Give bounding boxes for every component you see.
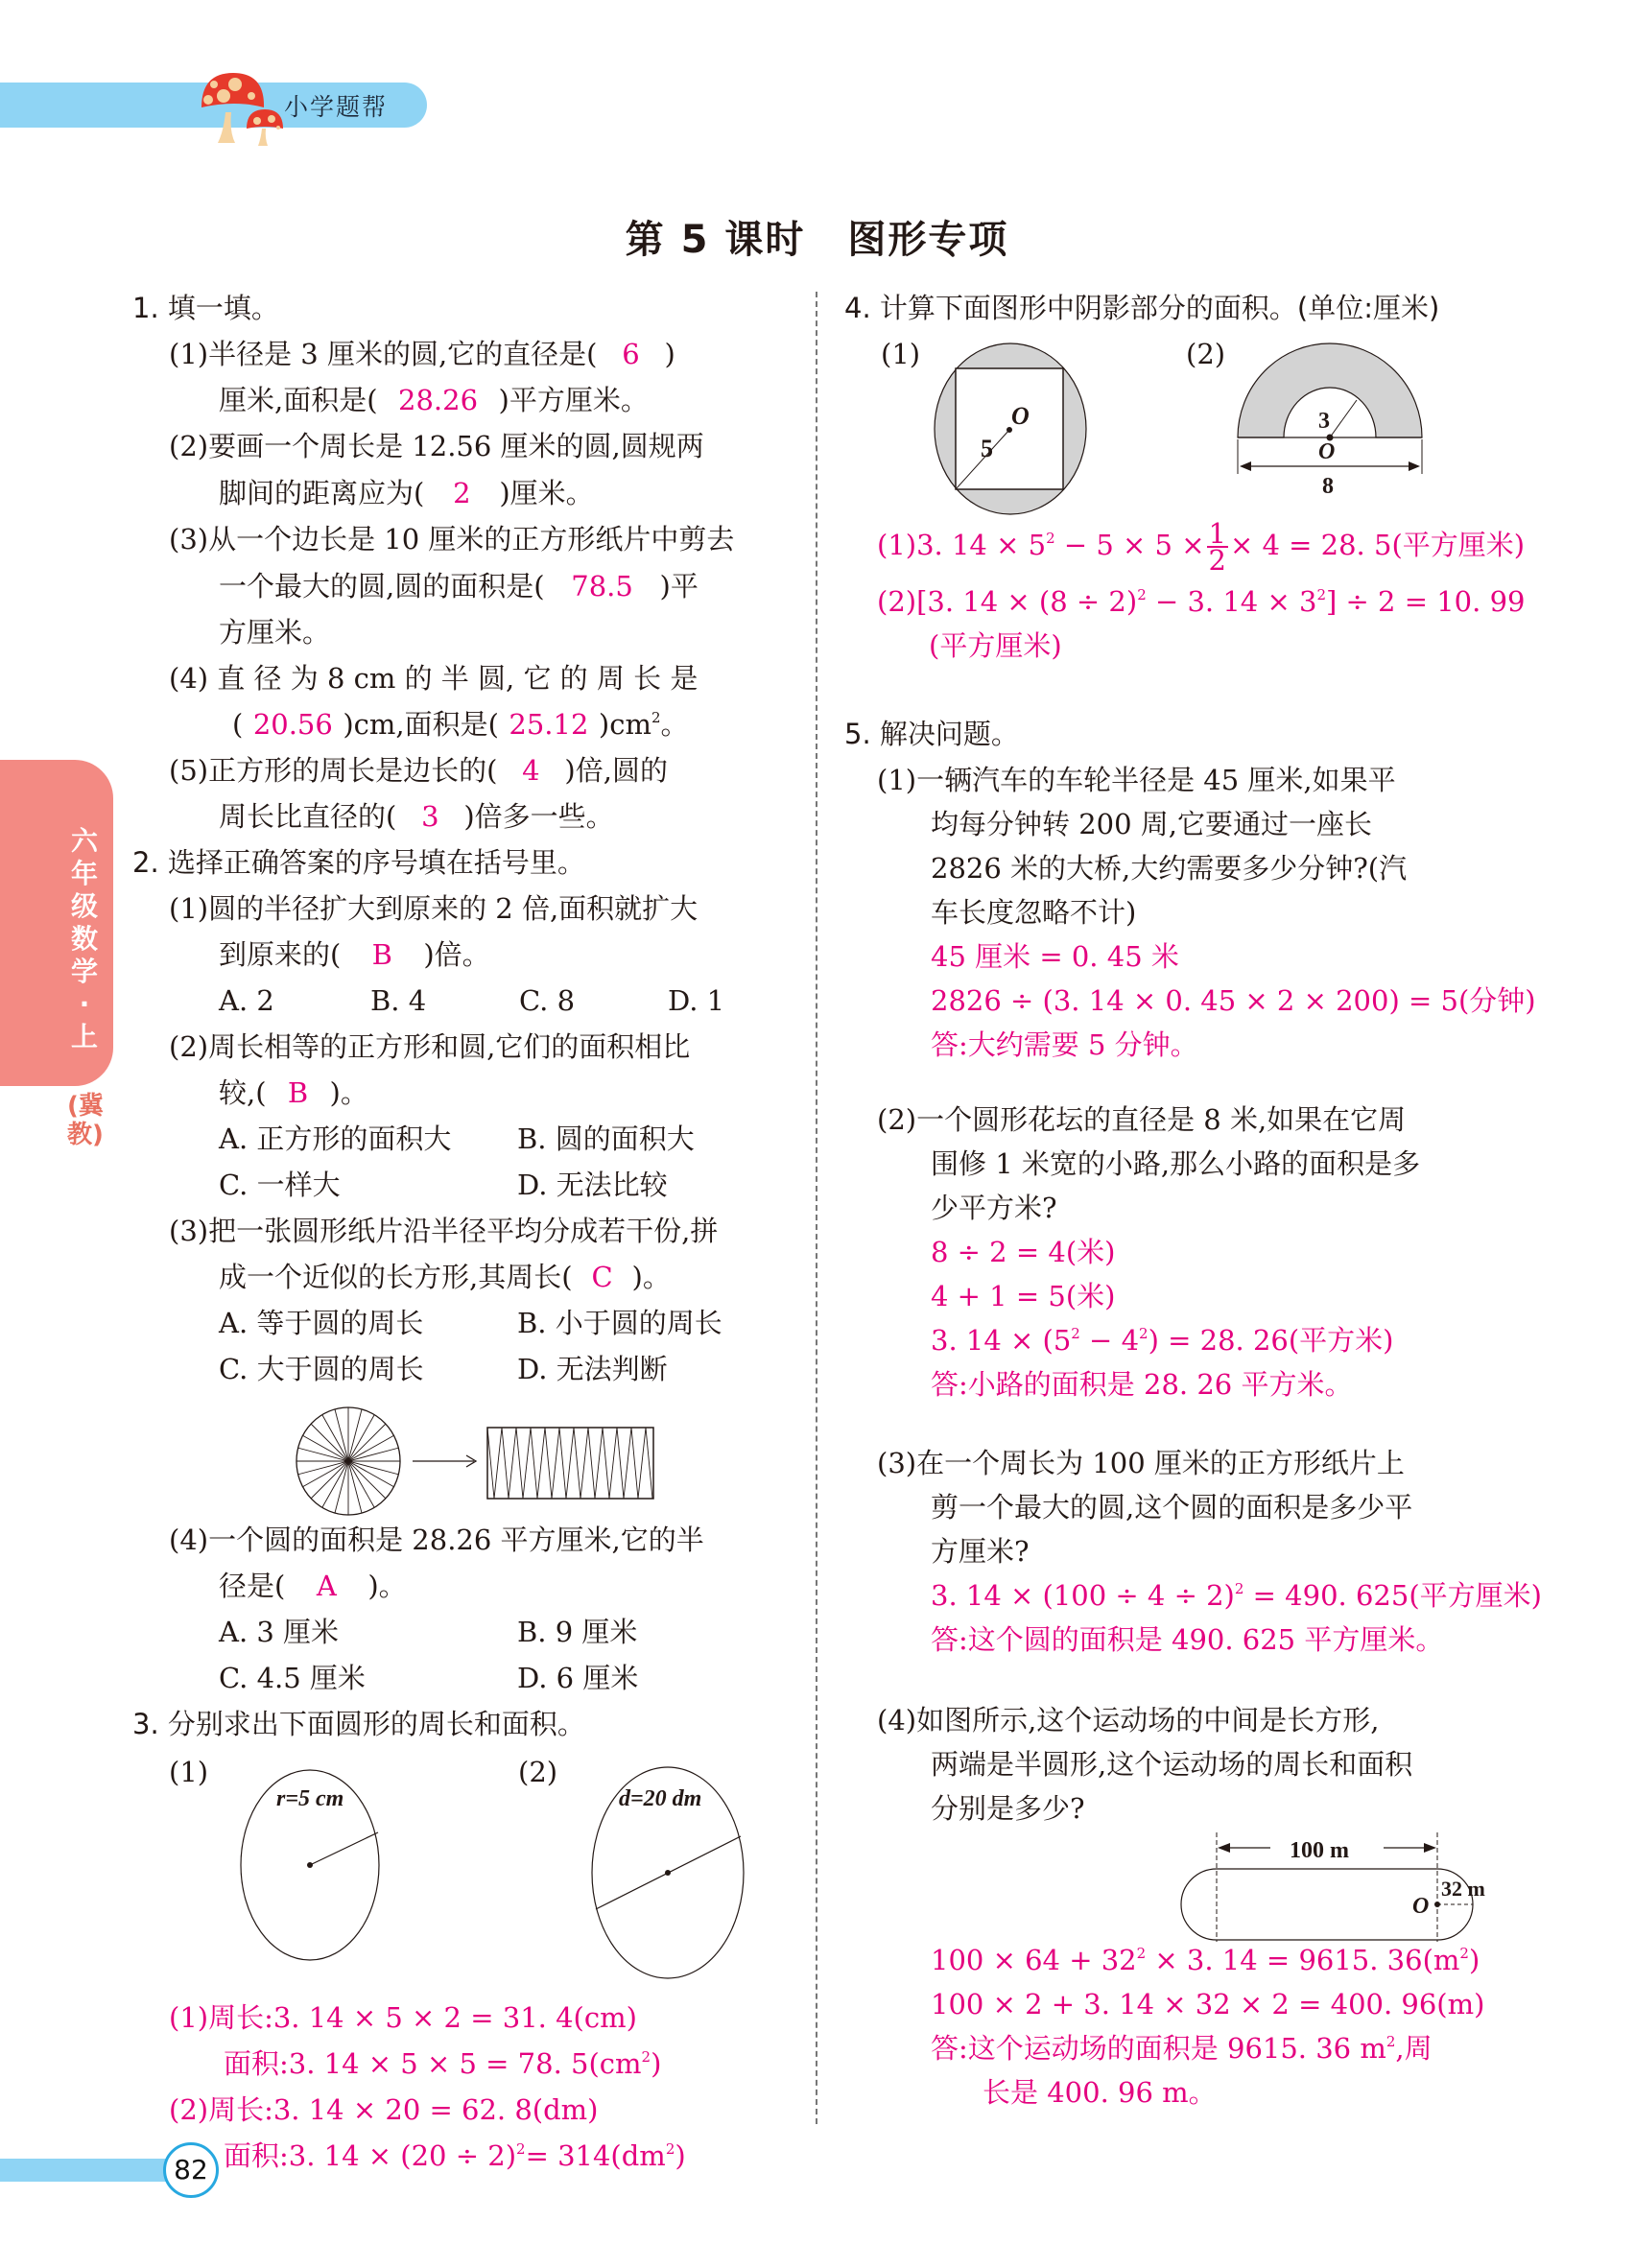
q1-item3-line1: (3)从一个边长是 10 厘米的正方形纸片中剪去 — [169, 523, 735, 555]
q5-p3-line1: (3)在一个周长为 100 厘米的正方形纸片上 — [877, 1447, 1405, 1479]
q1-item5-line1: (5)正方形的周长是边长的( 4 )倍,圆的 — [169, 754, 668, 787]
answer-blank: 4 — [522, 754, 540, 787]
q5-p3-answer2: 答:这个圆的面积是 490. 625 平方厘米。 — [931, 1623, 1444, 1656]
q5-p2-answer2: 4 + 1 = 5(米) — [931, 1280, 1116, 1312]
book-label: 六年级数学·上 — [70, 825, 98, 1052]
page-title — [0, 209, 1634, 264]
q2-item4-options-row2 — [219, 1662, 638, 1694]
svg-text:100 m: 100 m — [1290, 1838, 1349, 1863]
q2-item3-line1: (3)把一张圆形纸片沿半径平均分成若干份,拼 — [169, 1215, 719, 1247]
q2-item1-line2: 到原来的( B )倍。 — [219, 938, 490, 971]
svg-text:O: O — [1318, 439, 1336, 464]
q2-item2-options-row1 — [219, 1122, 695, 1155]
q5-p3-answer1: 3. $14 \times (100 \div 4 \div 2)^2 = 490$. 625(平方厘米) — [931, 1579, 1542, 1612]
option-d: D. 6 厘米 — [517, 1662, 639, 1694]
svg-text:5: 5 — [981, 435, 993, 462]
option-c: C. 大于圆的周长 — [219, 1353, 424, 1385]
q5-p1-answer1: 45 厘米 = 0. 45 米 — [931, 940, 1179, 973]
q4-fig1-label: (1) — [881, 338, 921, 370]
column-divider — [816, 292, 817, 2124]
answer-choice: A — [316, 1570, 337, 1602]
option-d: D. 无法比较 — [517, 1169, 668, 1201]
q5-p4-line1: (4)如图所示,这个运动场的中间是长方形, — [877, 1704, 1380, 1736]
q4-answer2: (2)[3. $14 \times (8 \div 2)^2 - 3$. $14 \times 3^2] \div 2 = 10$. 99 — [877, 585, 1526, 618]
svg-text:32 m: 32 m — [1441, 1877, 1485, 1901]
q1-item3-line2: 一个最大的圆,圆的面积是( 78.5 )平 — [219, 570, 699, 602]
svg-text:8: 8 — [1322, 474, 1334, 499]
q1-heading: 1. 填一填。 — [132, 292, 279, 324]
square-in-circle-figure — [933, 342, 1088, 516]
q1-item5-line2: 周长比直径的( 3 )倍多一些。 — [219, 800, 614, 833]
answer-blank: 25.12 — [509, 708, 589, 741]
q5-p2-line1: (2)一个圆形花坛的直径是 8 米,如果在它周 — [877, 1103, 1407, 1136]
option-c: C. 8 — [519, 984, 576, 1017]
q1-item4-line1: (4) 直 径 为 8 cm 的 半 圆, 它 的 周 长 是 — [169, 662, 699, 695]
option-d: D. 1 — [668, 984, 725, 1017]
option-b: B. 9 厘米 — [517, 1616, 638, 1648]
q1-item1-line2: 厘米,面积是( 28.26 )平方厘米。 — [219, 384, 649, 416]
option-d: D. 无法判断 — [517, 1353, 668, 1385]
brand-label: 小学题帮 — [284, 93, 389, 121]
q1-item3-line3: 方厘米。 — [219, 616, 331, 649]
q2-item2-line1: (2)周长相等的正方形和圆,它们的面积相比 — [169, 1030, 691, 1063]
stadium-figure — [1176, 1831, 1503, 1944]
answer-blank: 20.56 — [252, 708, 333, 741]
q5-p4-answer3: 答:这个运动场的面积是 9615. 36 $m^2$,周 — [931, 2032, 1433, 2065]
edition-label: (冀教) — [67, 1092, 104, 1149]
answer-blank: 6 — [622, 338, 640, 370]
q3-fig2-label: (2) — [518, 1756, 558, 1788]
q5-p4-answer2: 100 × 2 + 3. 14 × 32 × 2 = 400. 96(m) — [931, 1988, 1485, 2020]
q2-item3-options-row2 — [219, 1353, 668, 1385]
q3-answer1-perimeter: (1)周长:3. 14 × 5 × 2 = 31. 4(cm) — [169, 2001, 637, 2034]
q2-item1-options — [219, 984, 724, 1017]
q2-item4-line1: (4)一个圆的面积是 28.26 平方厘米,它的半 — [169, 1524, 704, 1556]
q5-p1-line4: 车长度忽略不计) — [931, 896, 1137, 929]
answer-choice: B — [371, 938, 392, 971]
q5-heading: 5. 解决问题。 — [844, 718, 1019, 750]
option-b: B. 4 — [370, 984, 427, 1017]
diameter-label: d=20 dm — [619, 1786, 702, 1811]
q3-answer2-perimeter: (2)周长:3. 14 × 20 = 62. 8(dm) — [169, 2093, 599, 2126]
radius-label: r=5 cm — [276, 1786, 344, 1811]
svg-text:O: O — [1011, 402, 1030, 430]
q5-p2-answer1: 8 ÷ 2 = 4(米) — [931, 1236, 1116, 1268]
q2-heading: 2. 选择正确答案的序号填在括号里。 — [132, 846, 585, 879]
q4-fig2-label: (2) — [1186, 338, 1226, 370]
svg-text:O: O — [1412, 1894, 1430, 1919]
answer-blank: 3 — [421, 800, 439, 833]
answer-choice: C — [591, 1261, 613, 1293]
option-a: A. 3 厘米 — [219, 1616, 340, 1648]
semicircle-ring-figure — [1234, 340, 1426, 499]
q2-item2-line2: 较,( B )。 — [219, 1076, 368, 1109]
q3-heading: 3. 分别求出下面圆形的周长和面积。 — [132, 1708, 585, 1740]
q5-p1-answer3: 答:大约需要 5 分钟。 — [931, 1028, 1198, 1061]
q5-p1-line2: 均每分钟转 200 周,它要通过一座长 — [931, 808, 1373, 840]
q5-p4-answer1: $100 \times 64 + 32^2 \times 3$. 14 = 9615. $36(m^2)$ — [931, 1944, 1480, 1976]
q2-item4-line2: 径是( A )。 — [219, 1570, 407, 1602]
answer-blank: 28.26 — [398, 384, 479, 416]
mushroom-icon — [168, 59, 293, 146]
q5-p3-line3: 方厘米? — [931, 1535, 1030, 1568]
q5-p3-line2: 剪一个最大的圆,这个圆的面积是多少平 — [931, 1491, 1413, 1524]
answer-choice: B — [287, 1076, 309, 1109]
lesson-topic: 图形专项 — [847, 218, 1009, 262]
q3-fig1-label: (1) — [169, 1756, 209, 1788]
q5-p1-line1: (1)一辆汽车的车轮半径是 45 厘米,如果平 — [877, 764, 1396, 796]
option-a: A. 正方形的面积大 — [219, 1122, 452, 1155]
q2-item4-options-row1 — [219, 1616, 637, 1648]
q4-answer1: (1)3. $14 \times 5^2 - 5 \times 5$ × $\frac{1}{2}$ × 4 = 28. 5(平方厘米) — [877, 517, 1526, 577]
q1-item2-line1: (2)要画一个周长是 12.56 厘米的圆,圆规两 — [169, 430, 704, 462]
option-b: B. 圆的面积大 — [517, 1122, 695, 1155]
q5-p4-answer4: 长是 400. 96 m。 — [983, 2076, 1217, 2109]
option-a: A. 2 — [219, 984, 274, 1017]
svg-text:3: 3 — [1318, 409, 1330, 434]
footer-bar — [0, 2159, 173, 2182]
q5-p4-line3: 分别是多少? — [931, 1792, 1085, 1825]
q5-p2-line2: 围修 1 米宽的小路,那么小路的面积是多 — [931, 1147, 1421, 1180]
answer-blank: 2 — [453, 477, 471, 509]
q5-p1-answer2: 2826 ÷ (3. 14 × 0. 45 × 2 × 200) = 5(分钟) — [931, 984, 1536, 1017]
q4-heading: 4. 计算下面图形中阴影部分的面积。(单位:厘米) — [844, 292, 1440, 324]
q3-answer2-area: 面积:3. $14 \times (20 \div 2)^2= 314(dm^2)$ — [224, 2139, 686, 2172]
lesson-number: 第 5 课时 — [625, 218, 806, 262]
q3-answer1-area: 面积:3. 14 × 5 × 5 = 78. $5(cm^2)$ — [224, 2047, 662, 2080]
q5-p4-line2: 两端是半圆形,这个运动场的周长和面积 — [931, 1748, 1413, 1781]
q2-item3-options-row1 — [219, 1307, 722, 1339]
option-a: A. 等于圆的周长 — [219, 1307, 424, 1339]
q5-p2-line3: 少平方米? — [931, 1192, 1057, 1224]
q5-p2-answer3: 3. $14 \times (5^2 - 4^2) = 28$. 26(平方米) — [931, 1324, 1394, 1357]
option-c: C. 一样大 — [219, 1169, 341, 1201]
circle-sector-figure — [296, 1406, 660, 1520]
q1-item2-line2: 脚间的距离应为( 2 )厘米。 — [219, 477, 594, 509]
q5-p1-line3: 2826 米的大桥,大约需要多少分钟?(汽 — [931, 852, 1408, 885]
option-b: B. 小于圆的周长 — [517, 1307, 722, 1339]
q1-item1-line1: (1)半径是 3 厘米的圆,它的直径是( 6 ) — [169, 338, 675, 370]
q5-p2-answer4: 答:小路的面积是 28. 26 平方米。 — [931, 1368, 1353, 1401]
q2-item2-options-row2 — [219, 1169, 668, 1201]
q2-item1-line1: (1)圆的半径扩大到原来的 2 倍,面积就扩大 — [169, 892, 699, 925]
q2-item3-line2: 成一个近似的长方形,其周长( C )。 — [219, 1261, 671, 1293]
option-c: C. 4.5 厘米 — [219, 1662, 366, 1694]
q1-item4-line2: ( 20.56 )cm,面积是( 25.12 )$cm^2$。 — [232, 708, 689, 741]
page-number: 82 — [163, 2142, 219, 2198]
answer-blank: 78.5 — [571, 570, 633, 602]
q4-answer2-unit: (平方厘米) — [929, 629, 1062, 662]
